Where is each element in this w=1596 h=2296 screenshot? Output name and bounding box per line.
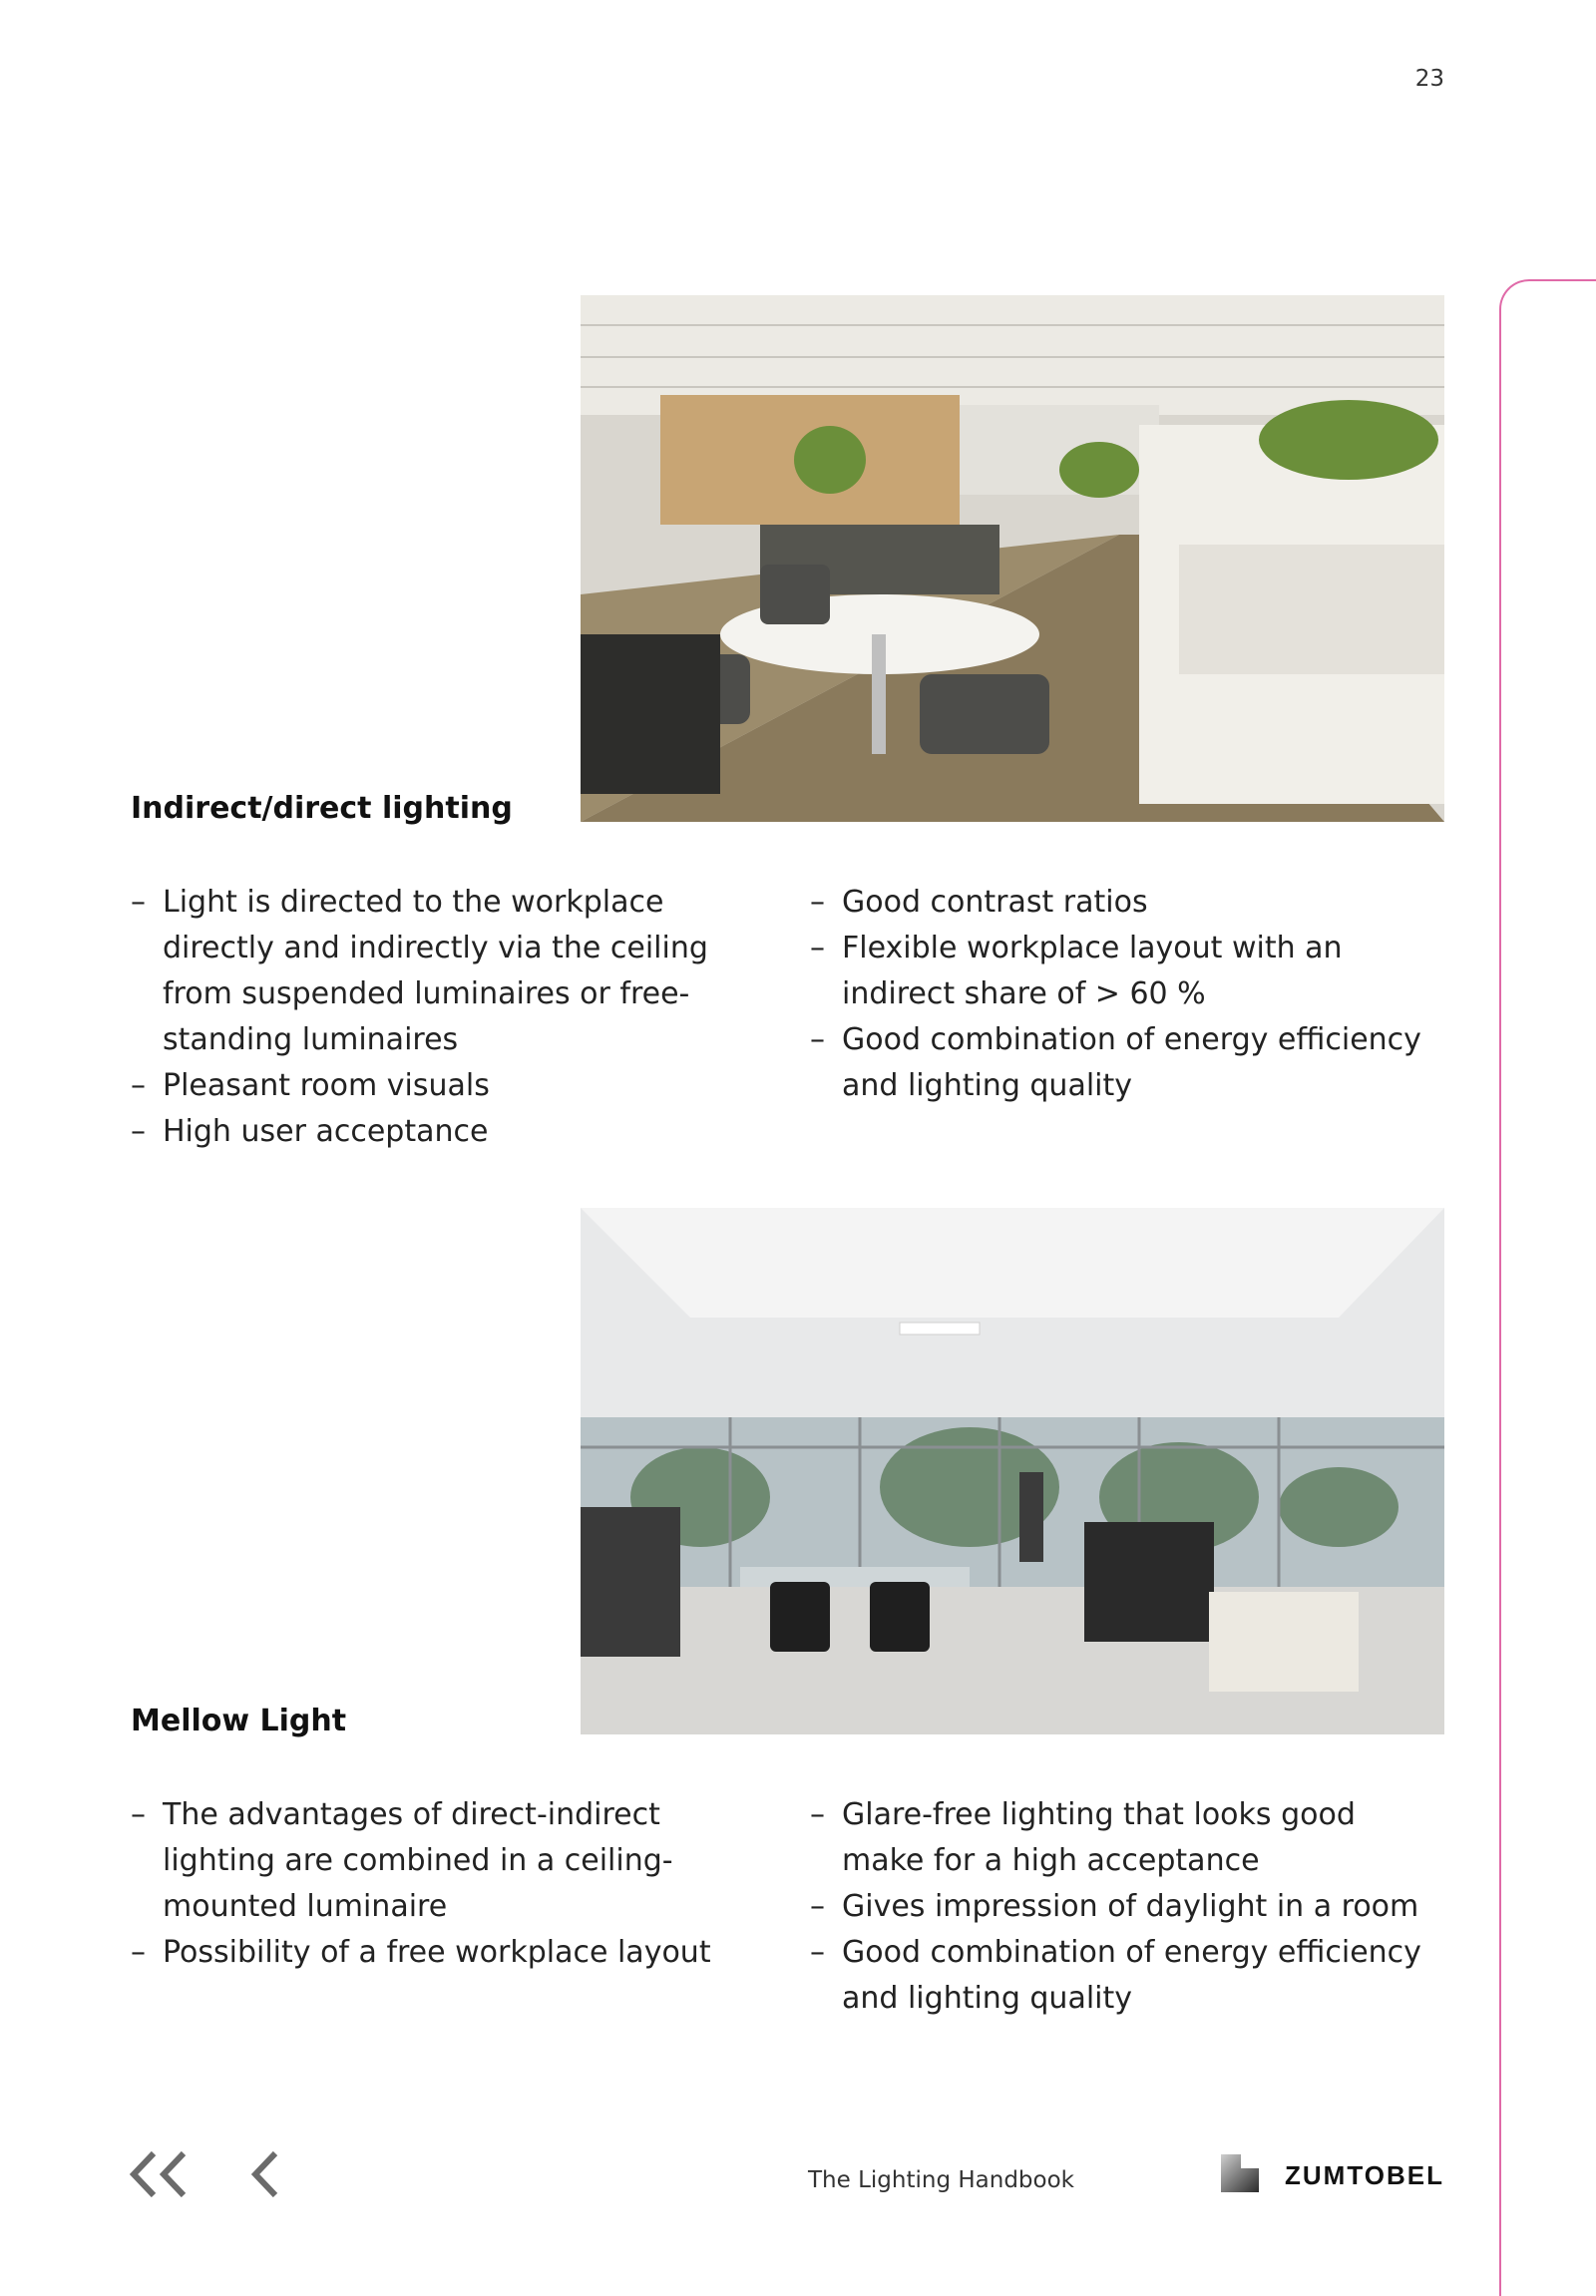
list-item: – Good combination of energy efficiency and lighting quality xyxy=(810,1930,1428,2022)
zumtobel-logo-icon xyxy=(1221,2154,1259,2192)
section-heading-mellow-light: Mellow Light xyxy=(131,1704,347,1738)
list-item: – High user acceptance xyxy=(131,1109,749,1155)
side-accent-rule xyxy=(1499,279,1596,2296)
list-item: – Good combination of energy efficiency and lighting quality xyxy=(810,1017,1428,1109)
office-photo-meeting-room xyxy=(581,1208,1444,1734)
section-heading-indirect-direct: Indirect/direct lighting xyxy=(131,791,513,826)
brand-logo xyxy=(1221,2154,1446,2194)
list-item: – Possibility of a free workplace layout xyxy=(131,1930,749,1976)
list-item: – Glare-free lighting that looks good make for a high acceptance xyxy=(810,1792,1428,1884)
first-page-button[interactable] xyxy=(128,2149,190,2199)
bullet-list-left xyxy=(131,880,749,1155)
double-chevron-left-icon xyxy=(128,2149,190,2199)
list-item: – Light is directed to the workplace directly and indirectly via the ceiling from suspended luminaires or free-standing luminaires xyxy=(131,880,749,1063)
list-item: – Pleasant room visuals xyxy=(131,1063,749,1109)
page-number: 23 xyxy=(1414,66,1444,92)
footer-title: The Lighting Handbook xyxy=(808,2167,1074,2193)
chevron-left-icon xyxy=(249,2149,283,2199)
previous-page-button[interactable] xyxy=(249,2149,283,2199)
list-item: – The advantages of direct-indirect lighting are combined in a ceiling-mounted luminaire xyxy=(131,1792,749,1930)
bullet-list-right xyxy=(810,1792,1428,2022)
office-photo-open-plan xyxy=(581,295,1444,822)
bullet-list-left xyxy=(131,1792,749,1976)
brand-name: ZUMTOBEL xyxy=(1285,2160,1444,2190)
list-item: – Gives impression of daylight in a room xyxy=(810,1884,1428,1930)
list-item: – Good contrast ratios xyxy=(810,880,1428,926)
list-item: – Flexible workplace layout with an indirect share of > 60 % xyxy=(810,926,1428,1017)
bullet-list-right xyxy=(810,880,1428,1109)
